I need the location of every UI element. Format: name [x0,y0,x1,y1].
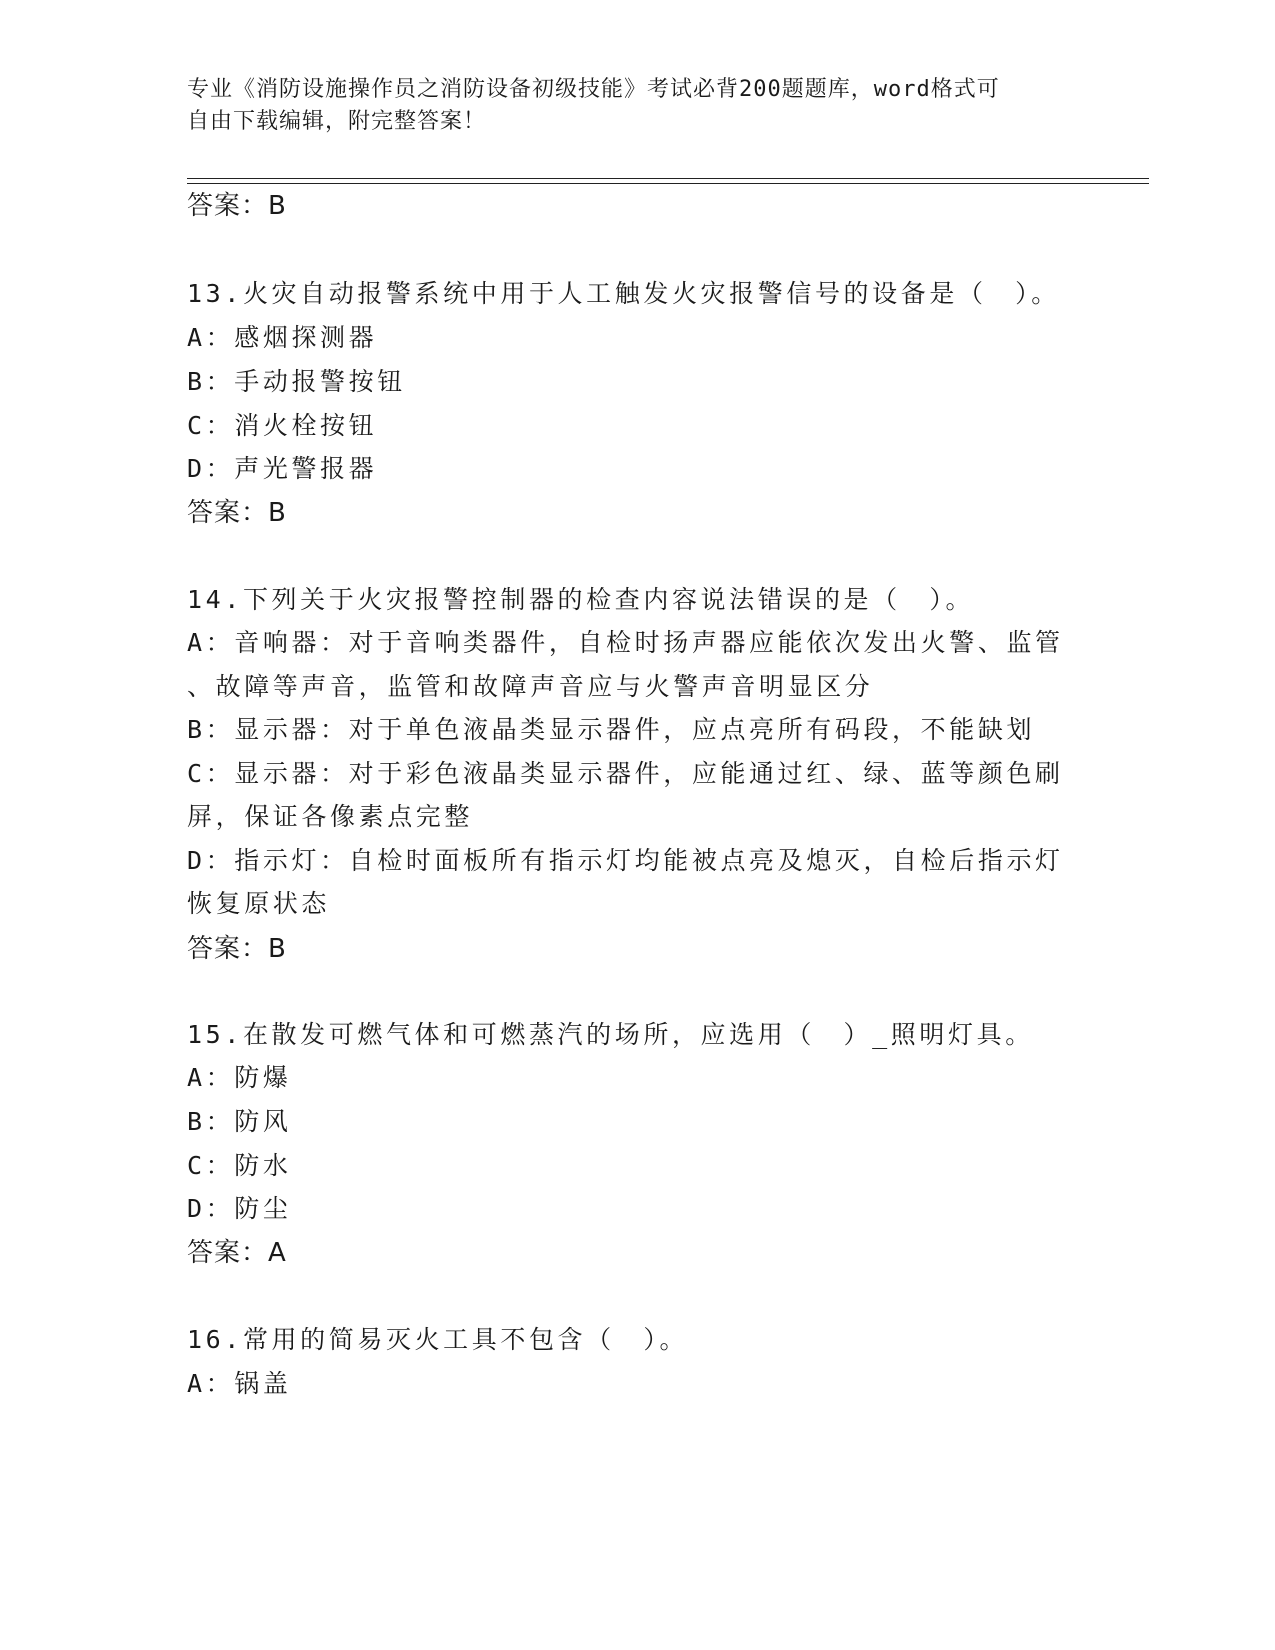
question-14-option-a: A：音响器：对于音响类器件，自检时扬声器应能依次发出火警、监管 [187,628,1064,657]
question-13-option-c: C：消火栓按钮 [187,411,378,440]
question-14-option-d: D：指示灯：自检时面板所有指示灯均能被点亮及熄灭，自检后指示灯 [187,846,1064,875]
question-14-option-a-cont: 、故障等声音，监管和故障声音应与火警声音明显区分 [187,672,874,701]
question-15-stem: 15.在散发可燃气体和可燃蒸汽的场所，应选用（ ）_照明灯具。 [187,1020,1034,1049]
question-13-option-b: B：手动报警按钮 [187,367,406,396]
question-14-option-c: C：显示器：对于彩色液晶类显示器件，应能通过红、绿、蓝等颜色刷 [187,759,1064,788]
document-header [187,74,1087,138]
question-13-answer: 答案：B [187,498,287,528]
question-14-answer: 答案：B [187,934,287,964]
question-15-option-b: B：防风 [187,1107,292,1136]
question-13-option-d: D：声光警报器 [187,454,378,483]
header-divider-bottom [187,183,1149,184]
question-13-option-a: A：感烟探测器 [187,323,378,352]
question-16-option-a: A：锅盖 [187,1369,292,1398]
question-14-option-c-cont: 屏，保证各像素点完整 [187,802,474,831]
question-15-option-c: C：防水 [187,1151,292,1180]
question-15-option-d: D：防尘 [187,1194,292,1223]
header-line-2: 自由下载编辑，附完整答案！ [187,109,487,134]
question-14-stem: 14.下列关于火灾报警控制器的检查内容说法错误的是（ ）。 [187,585,975,614]
question-16-stem: 16.常用的简易灭火工具不包含（ ）。 [187,1325,689,1354]
question-14-option-b: B：显示器：对于单色液晶类显示器件，应点亮所有码段，不能缺划 [187,715,1036,744]
question-13-stem: 13.火灾自动报警系统中用于人工触发火灾报警信号的设备是（ ）。 [187,279,1060,308]
question-14-option-d-cont: 恢复原状态 [187,889,331,918]
header-line-1: 专业《消防设施操作员之消防设备初级技能》考试必背200题题库，word格式可 [187,77,1000,102]
question-15-answer: 答案：A [187,1238,287,1268]
previous-answer: 答案：B [187,191,287,221]
header-divider-top [187,178,1149,179]
question-15-option-a: A：防爆 [187,1063,292,1092]
